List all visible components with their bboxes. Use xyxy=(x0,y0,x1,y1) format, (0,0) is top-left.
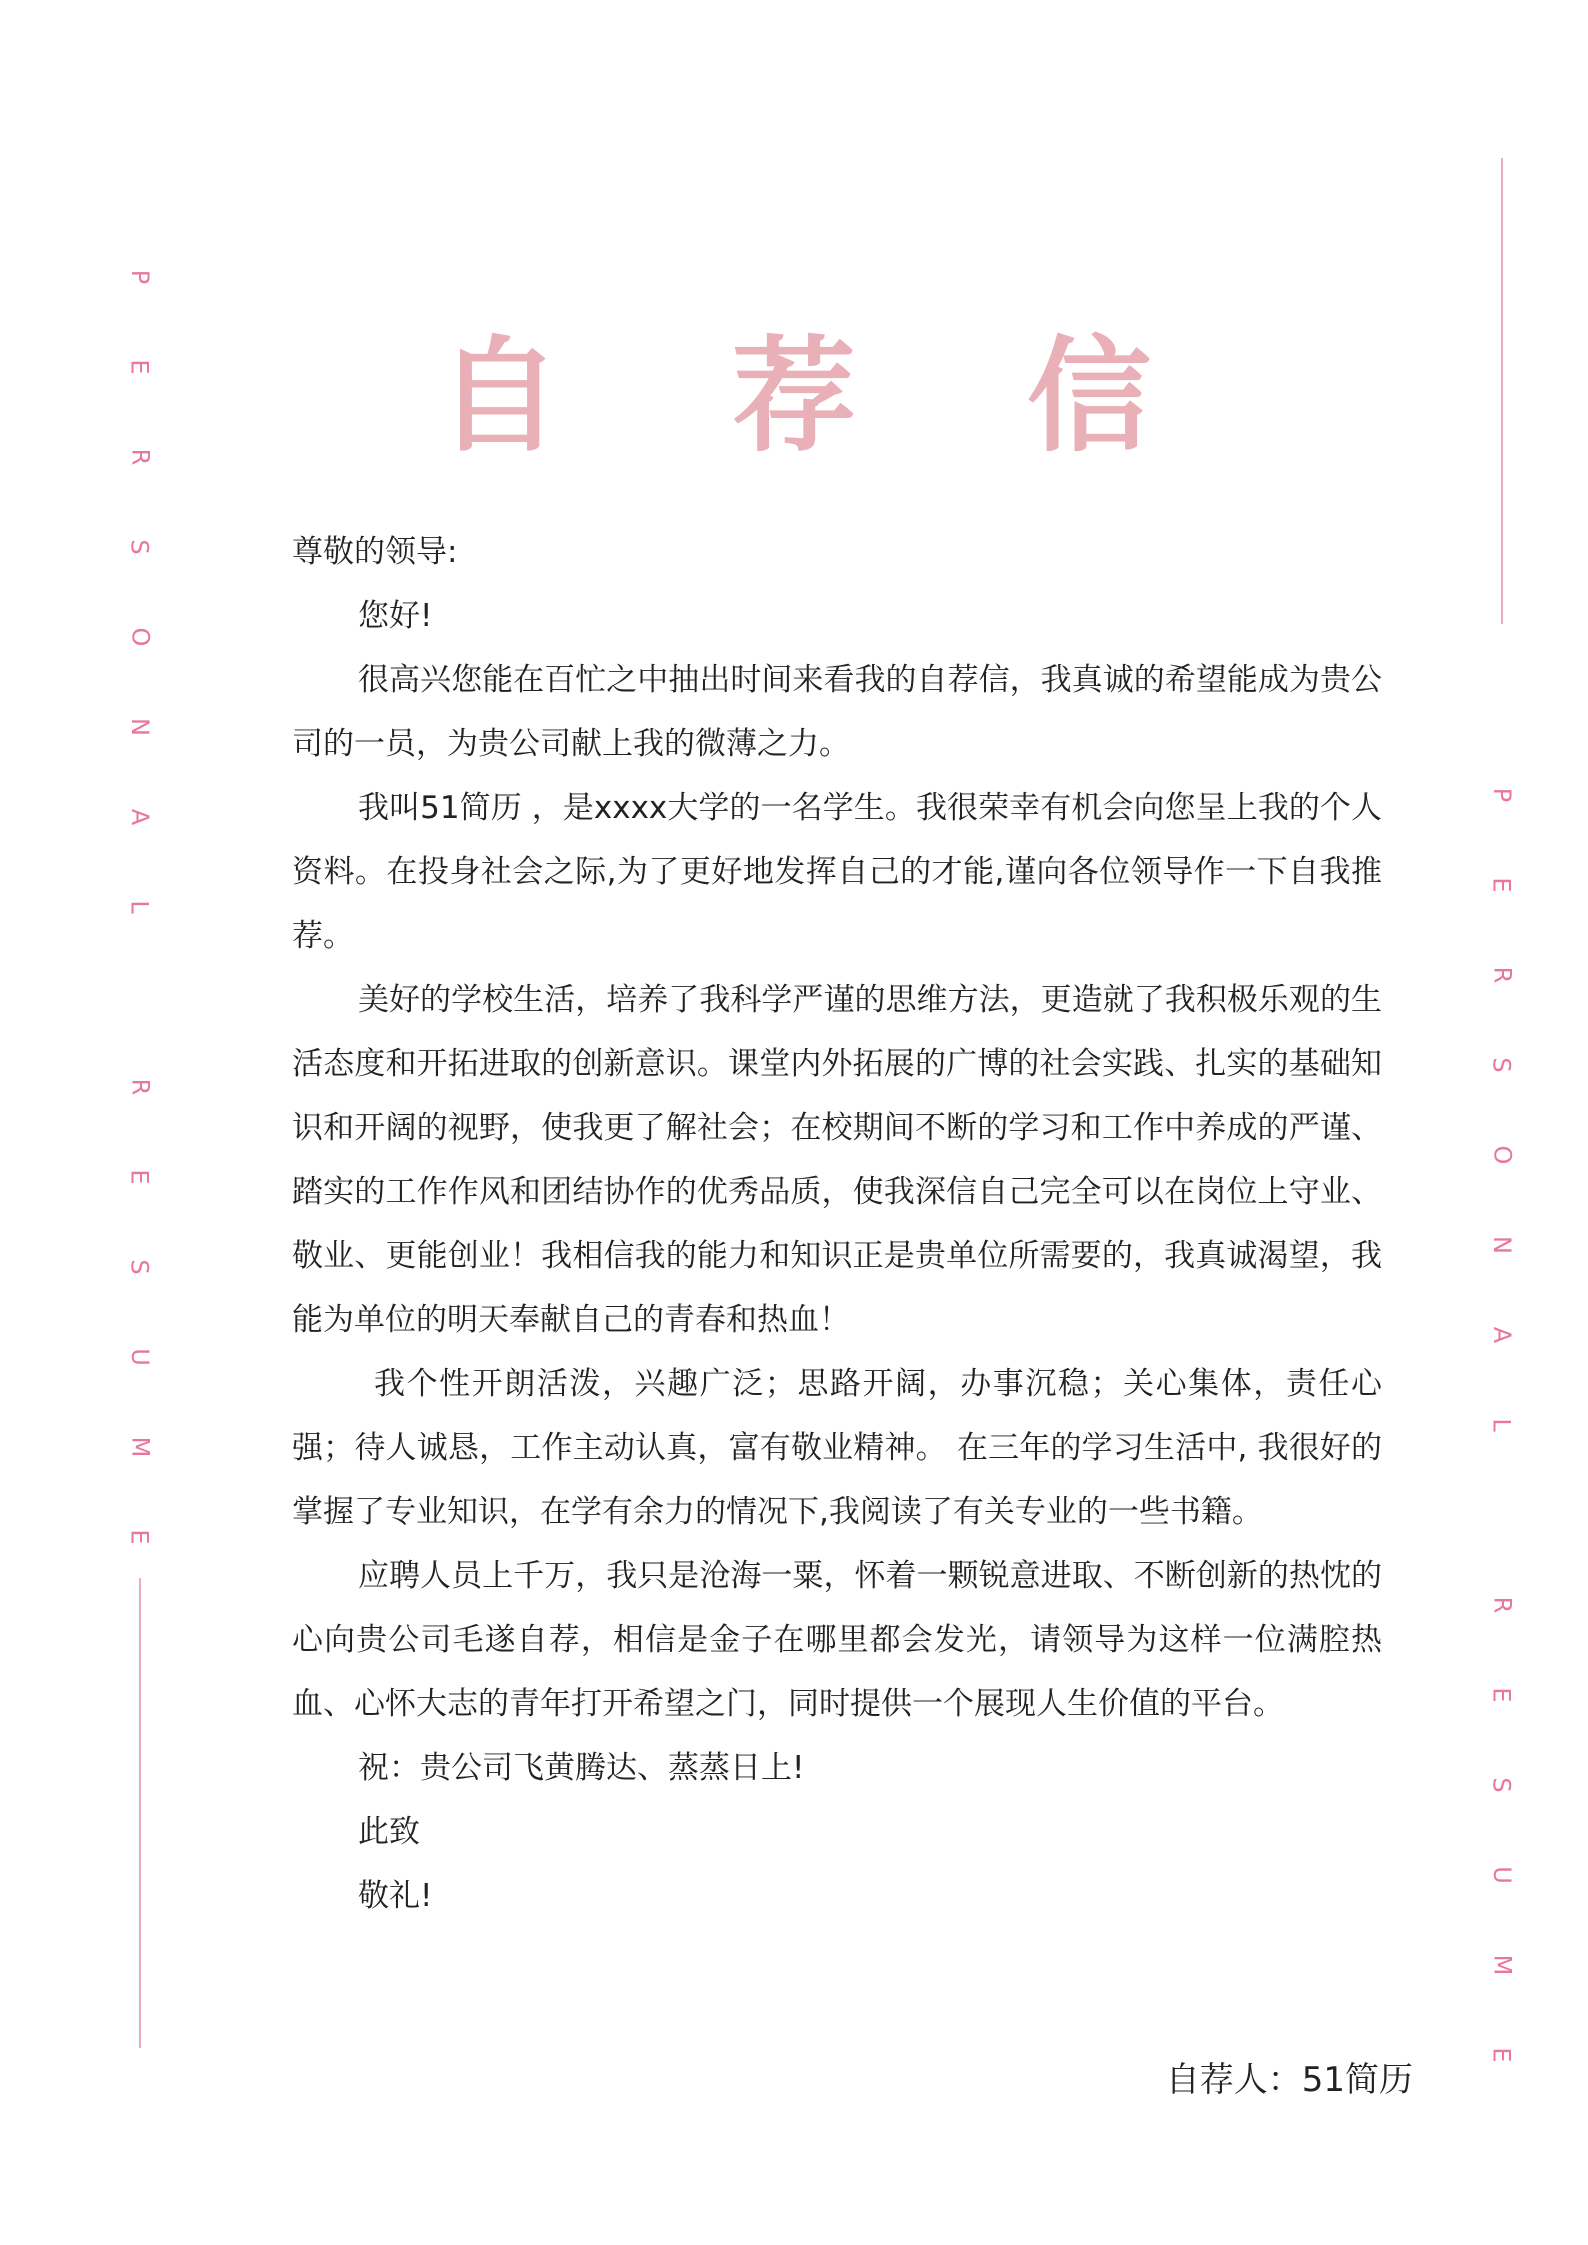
letter-paragraph: 应聘人员上千万，我只是沧海一粟，怀着一颗锐意进取、不断创新的热忱的心向贵公司毛遂自荐，相信是金子在哪里都会发光，请领导为这样一位满腔热血、心怀大志的青年打开希望之门，同时提供一个展现人生价值的平台。 xyxy=(292,1558,1382,1722)
letter-salutation: 尊敬的领导: xyxy=(292,534,458,570)
right-side-letter: M xyxy=(1488,1954,1516,1976)
left-side-letter: S xyxy=(125,1259,154,1275)
left-side-letter: E xyxy=(125,359,154,375)
signature: 自荐人：51简历 xyxy=(1165,2060,1413,2100)
left-side-letter: E xyxy=(125,1529,154,1545)
left-side-letter: U xyxy=(125,1348,154,1366)
right-side-letter: O xyxy=(1487,1145,1516,1165)
letter-paragraph: 我个性开朗活泼，兴趣广泛；思路开阔，办事沉稳；关心集体，责任心强；待人诚恳，工作主动认真，富有敬业精神。 在三年的学习生活中, 我很好的掌握了专业知识，在学有余力的情况下,我阅读了有关专业的一些书籍。 xyxy=(292,1366,1382,1530)
letter-paragraph: 美好的学校生活，培养了我科学严谨的思维方法，更造就了我积极乐观的生活态度和开拓进取的创新意识。课堂内外拓展的广博的社会实践、扎实的基础知识和开阔的视野，使我更了解社会；在校期间不断的学习和工作中养成的严谨、踏实的工作作风和团结协作的优秀品质，使我深信自己完全可以在岗位上守业、敬业、更能创业！我相信我的能力和知识正是贵单位所需要的，我真诚渴望，我能为单位的明天奉献自己的青春和热血！ xyxy=(292,982,1382,1338)
right-side-letter: N xyxy=(1487,1236,1516,1254)
right-side-letter: E xyxy=(1487,877,1516,893)
right-side-letter: A xyxy=(1487,1326,1516,1344)
left-side-letter: S xyxy=(125,539,154,555)
right-side-letter: R xyxy=(1488,966,1516,984)
right-side-letter: E xyxy=(1487,1687,1516,1703)
right-side-letter: L xyxy=(1488,1418,1516,1432)
right-side-letter: E xyxy=(1487,2047,1516,2063)
left-side-letter: N xyxy=(125,718,154,736)
letter-greeting: 您好! xyxy=(358,598,433,634)
left-side-letter: M xyxy=(126,1436,154,1458)
left-side-letter: O xyxy=(125,627,154,647)
letter-paragraph: 我叫51简历 ，是xxxx大学的一名学生。我很荣幸有机会向您呈上我的个人资料。在投身社会之际,为了更好地发挥自己的才能,谨向各位领导作一下自我推荐。 xyxy=(292,790,1382,954)
left-side-letter: A xyxy=(125,808,154,826)
left-side-letter: L xyxy=(126,900,154,914)
letter-body xyxy=(292,520,1382,1928)
letter-closing: 此致 xyxy=(358,1814,420,1850)
right-side-letter: U xyxy=(1487,1866,1516,1884)
right-side-letter: P xyxy=(1487,787,1516,803)
right-side-letter: S xyxy=(1487,1057,1516,1073)
letter-wish: 祝：贵公司飞黄腾达、蒸蒸日上! xyxy=(358,1750,805,1786)
right-side-text xyxy=(1482,750,1522,2100)
left-side-letter: R xyxy=(126,1078,154,1096)
right-side-letter: R xyxy=(1488,1596,1516,1614)
left-side-letter: R xyxy=(126,448,154,466)
letter-closing-salute: 敬礼! xyxy=(358,1878,433,1914)
letter-paragraph: 很高兴您能在百忙之中抽出时间来看我的自荐信，我真诚的希望能成为贵公司的一员，为贵公司献上我的微薄之力。 xyxy=(292,662,1382,762)
page-title: 自 荐 信 xyxy=(436,325,1216,469)
left-side-letter: E xyxy=(125,1169,154,1185)
left-decorative-line xyxy=(139,1578,141,2048)
right-side-letter: S xyxy=(1487,1777,1516,1793)
left-side-letter: P xyxy=(125,269,154,285)
